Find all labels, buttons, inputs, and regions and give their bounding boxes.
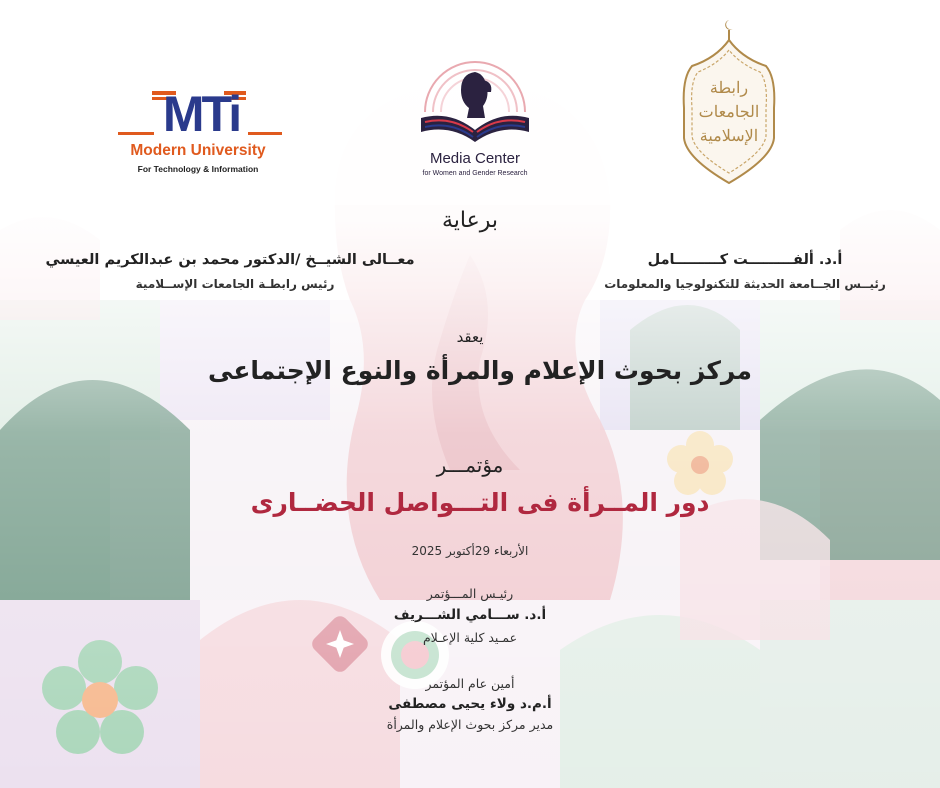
patronage-heading: برعاية [441, 208, 498, 233]
chair-name: أ.د. ســـامي الشـــريف [393, 607, 547, 623]
conference-date: الأربعاء 29أكتوبر 2025 [411, 544, 529, 558]
conference-title: دور المــرأة فى التـــواصل الحضــارى [250, 488, 710, 517]
patron-right-name: أ.د. ألفـــــــــت كـــــــــامل [647, 252, 843, 268]
media-center-tagline: for Women and Gender Research [422, 170, 528, 177]
patron-left-title: رئيس رابطـة الجامعات الإســلامية [135, 277, 335, 291]
reading-woman-icon [395, 52, 555, 150]
secretary-position: مدير مركز بحوث الإعلام والمرأة [386, 717, 554, 732]
mti-tagline: For Technology & Information [137, 164, 259, 174]
mti-name: Modern University [130, 142, 266, 159]
secretary-role: أمين عام المؤتمر [425, 676, 515, 691]
patron-right-title: رئيــس الجــامعة الحديثة للتكنولوجيا والمعلومات [604, 277, 886, 291]
organizer-name: مركز بحوث الإعلام والمرأة والنوع الإجتماعى [208, 356, 752, 385]
chair-position: عمـيد كلية الإعـلام [422, 630, 518, 645]
secretary-name: أ.م.د ولاء يحيى مصطفى [388, 696, 552, 712]
organizer-verb: يعقد [456, 328, 484, 346]
media-center-name: Media Center [429, 150, 521, 167]
chair-role: رئيـس المـــؤتمر [426, 586, 514, 601]
mti-logo [112, 88, 284, 180]
league-emblem [678, 18, 780, 186]
league-calligraphy: رابطة الجامعات الإسلامية [698, 78, 760, 145]
mti-mark: MTi [162, 86, 240, 142]
patron-left-name: معــالى الشيــخ /الدكتور محمد بن عبدالكريم العيسي [45, 252, 415, 268]
conference-label: مؤتمـــر [436, 453, 504, 477]
media-center-logo [395, 52, 555, 182]
